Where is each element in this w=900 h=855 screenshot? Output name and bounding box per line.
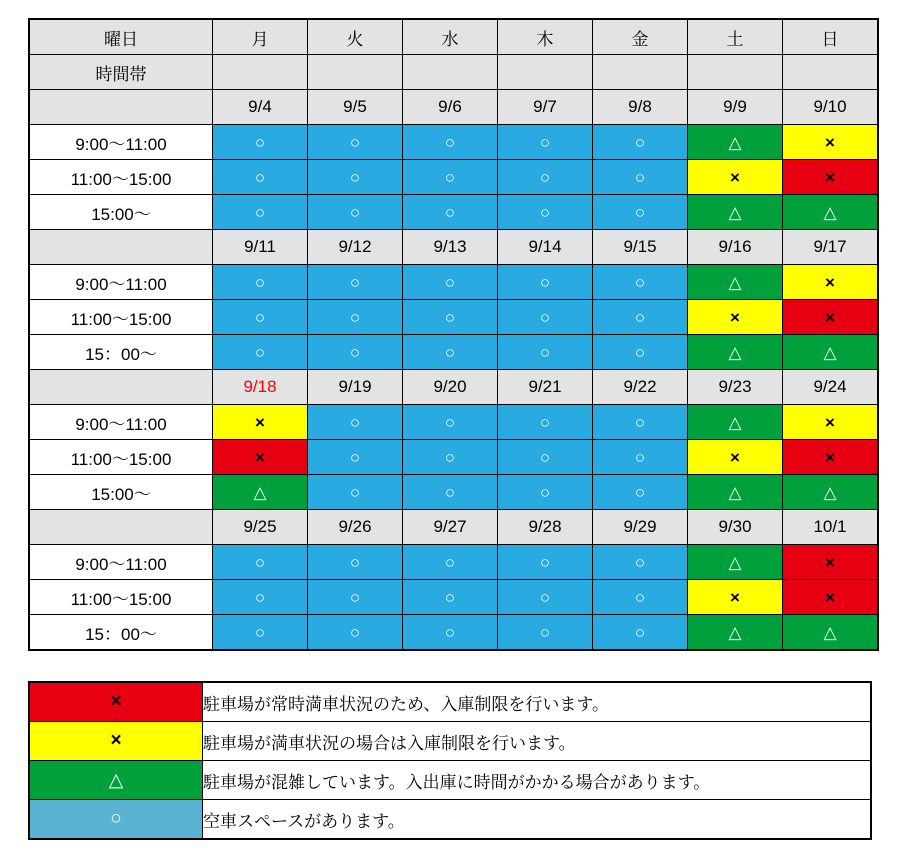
status-cell: ×: [783, 440, 879, 475]
status-cell: ○: [213, 265, 308, 300]
status-cell: ○: [403, 615, 498, 651]
legend-row: [29, 682, 871, 722]
table-row: [29, 160, 878, 195]
header-weekday-tue: 火: [308, 19, 403, 55]
timeslot-label: 9:00〜11:00: [29, 545, 213, 580]
date-cell: 9/10: [783, 90, 879, 125]
status-cell: ○: [498, 335, 593, 370]
status-cell: ×: [783, 300, 879, 335]
status-cell: ○: [213, 300, 308, 335]
date-cell: 9/28: [498, 510, 593, 545]
legend-mark-open: ○: [29, 800, 203, 840]
status-cell: ○: [403, 160, 498, 195]
header-spacer-3: [403, 55, 498, 90]
table-header-weekday-row: [29, 19, 878, 55]
status-cell: ○: [403, 545, 498, 580]
calendar-body: [29, 19, 878, 650]
table-row: [29, 125, 878, 160]
status-cell: △: [688, 475, 783, 510]
status-cell: △: [688, 265, 783, 300]
timeslot-label: 11:00〜15:00: [29, 160, 213, 195]
status-cell: ○: [498, 125, 593, 160]
date-cell: 9/5: [308, 90, 403, 125]
table-row: [29, 440, 878, 475]
status-cell: △: [783, 475, 879, 510]
header-timeslot-label: 時間帯: [29, 55, 213, 90]
status-cell: ×: [688, 440, 783, 475]
status-cell: △: [783, 195, 879, 230]
legend-table: [28, 681, 872, 840]
status-cell: ○: [498, 405, 593, 440]
header-spacer-5: [593, 55, 688, 90]
header-weekday-label: 曜日: [29, 19, 213, 55]
status-cell: ○: [308, 265, 403, 300]
week-date-row: [29, 90, 878, 125]
header-weekday-mon: 月: [213, 19, 308, 55]
date-cell: 10/1: [783, 510, 879, 545]
date-cell: 9/30: [688, 510, 783, 545]
status-cell: △: [688, 125, 783, 160]
legend-mark-busy: △: [29, 761, 203, 800]
status-cell: ○: [213, 195, 308, 230]
status-cell: ×: [213, 405, 308, 440]
status-cell: ○: [213, 125, 308, 160]
legend-text-open: 空車スペースがあります。: [203, 800, 872, 840]
date-cell: 9/29: [593, 510, 688, 545]
status-cell: △: [213, 475, 308, 510]
header-spacer-1: [213, 55, 308, 90]
date-cell: 9/11: [213, 230, 308, 265]
header-weekday-sun: 日: [783, 19, 879, 55]
table-header-timeslot-row: [29, 55, 878, 90]
timeslot-label: 15：00〜: [29, 335, 213, 370]
status-cell: ○: [593, 440, 688, 475]
status-cell: ○: [593, 160, 688, 195]
legend-row: [29, 800, 871, 840]
date-cell: 9/14: [498, 230, 593, 265]
status-cell: ○: [308, 440, 403, 475]
table-row: [29, 265, 878, 300]
date-cell: 9/22: [593, 370, 688, 405]
legend-mark-limited: ×: [29, 722, 203, 761]
status-cell: ○: [593, 335, 688, 370]
status-cell: ○: [308, 580, 403, 615]
timeslot-label: 11:00〜15:00: [29, 440, 213, 475]
status-cell: ×: [783, 265, 879, 300]
week3-date-row-spacer: [29, 370, 213, 405]
status-cell: ○: [593, 265, 688, 300]
date-cell: 9/7: [498, 90, 593, 125]
status-cell: ○: [213, 580, 308, 615]
legend-text-full: 駐車場が常時満車状況のため、入庫制限を行います。: [203, 682, 872, 722]
status-cell: ○: [403, 265, 498, 300]
header-spacer-2: [308, 55, 403, 90]
date-cell: 9/17: [783, 230, 879, 265]
status-cell: ○: [403, 475, 498, 510]
date-cell: 9/13: [403, 230, 498, 265]
date-cell: 9/6: [403, 90, 498, 125]
status-cell: ○: [308, 160, 403, 195]
legend-text-busy: 駐車場が混雑しています。入出庫に時間がかかる場合があります。: [203, 761, 872, 800]
date-cell: 9/19: [308, 370, 403, 405]
status-cell: ○: [498, 300, 593, 335]
date-cell-holiday: 9/18: [213, 370, 308, 405]
status-cell: ×: [688, 580, 783, 615]
legend-text-limited: 駐車場が満車状況の場合は入庫制限を行います。: [203, 722, 872, 761]
status-cell: ×: [783, 405, 879, 440]
parking-availability-table: [28, 18, 879, 651]
status-cell: ○: [498, 545, 593, 580]
status-cell: ○: [498, 265, 593, 300]
date-cell: 9/16: [688, 230, 783, 265]
status-cell: ×: [688, 160, 783, 195]
status-cell: ×: [688, 300, 783, 335]
status-cell: ○: [403, 405, 498, 440]
status-cell: ○: [308, 405, 403, 440]
table-row: [29, 545, 878, 580]
timeslot-label: 11:00〜15:00: [29, 580, 213, 615]
week-date-row: [29, 230, 878, 265]
timeslot-label: 9:00〜11:00: [29, 405, 213, 440]
status-cell: ○: [593, 195, 688, 230]
status-cell: ○: [213, 615, 308, 651]
header-weekday-fri: 金: [593, 19, 688, 55]
week4-date-row-spacer: [29, 510, 213, 545]
date-cell: 9/25: [213, 510, 308, 545]
status-cell: ○: [593, 125, 688, 160]
timeslot-label: 15:00〜: [29, 195, 213, 230]
status-cell: ×: [213, 440, 308, 475]
status-cell: ○: [498, 160, 593, 195]
table-row: [29, 405, 878, 440]
timeslot-label: 11:00〜15:00: [29, 300, 213, 335]
date-cell: 9/21: [498, 370, 593, 405]
status-cell: ○: [213, 545, 308, 580]
legend-body: [29, 682, 871, 839]
status-cell: ○: [593, 615, 688, 651]
legend-mark-full: ×: [29, 682, 203, 722]
status-cell: ○: [403, 335, 498, 370]
status-cell: ×: [783, 545, 879, 580]
date-cell: 9/12: [308, 230, 403, 265]
status-cell: △: [688, 405, 783, 440]
status-cell: ○: [308, 125, 403, 160]
header-weekday-wed: 水: [403, 19, 498, 55]
status-cell: ○: [498, 580, 593, 615]
table-row: [29, 475, 878, 510]
date-cell: 9/8: [593, 90, 688, 125]
status-cell: △: [783, 335, 879, 370]
status-cell: ×: [783, 160, 879, 195]
date-cell: 9/15: [593, 230, 688, 265]
status-cell: ○: [308, 475, 403, 510]
date-cell: 9/9: [688, 90, 783, 125]
status-cell: ○: [213, 335, 308, 370]
header-spacer-4: [498, 55, 593, 90]
status-cell: ×: [783, 580, 879, 615]
status-cell: △: [688, 545, 783, 580]
week2-date-row-spacer: [29, 230, 213, 265]
table-row: [29, 580, 878, 615]
timeslot-label: 15:00〜: [29, 475, 213, 510]
status-cell: △: [688, 615, 783, 651]
header-spacer-6: [688, 55, 783, 90]
status-cell: △: [688, 195, 783, 230]
legend-row: [29, 722, 871, 761]
status-cell: ○: [498, 440, 593, 475]
status-cell: ○: [593, 545, 688, 580]
header-spacer-7: [783, 55, 879, 90]
status-cell: ○: [308, 335, 403, 370]
status-cell: ○: [403, 580, 498, 615]
status-cell: ×: [783, 125, 879, 160]
status-cell: ○: [308, 195, 403, 230]
header-weekday-sat: 土: [688, 19, 783, 55]
status-cell: △: [783, 615, 879, 651]
date-cell: 9/20: [403, 370, 498, 405]
week-date-row: [29, 370, 878, 405]
status-cell: ○: [593, 300, 688, 335]
status-cell: ○: [213, 160, 308, 195]
date-cell: 9/23: [688, 370, 783, 405]
status-cell: ○: [403, 440, 498, 475]
timeslot-label: 15：00〜: [29, 615, 213, 651]
date-cell: 9/26: [308, 510, 403, 545]
status-cell: ○: [498, 615, 593, 651]
table-row: [29, 615, 878, 651]
date-cell: 9/4: [213, 90, 308, 125]
timeslot-label: 9:00〜11:00: [29, 265, 213, 300]
status-cell: ○: [308, 615, 403, 651]
status-cell: ○: [593, 405, 688, 440]
status-cell: ○: [403, 300, 498, 335]
status-cell: ○: [308, 300, 403, 335]
date-cell: 9/27: [403, 510, 498, 545]
status-cell: ○: [593, 475, 688, 510]
timeslot-label: 9:00〜11:00: [29, 125, 213, 160]
header-weekday-thu: 木: [498, 19, 593, 55]
status-cell: ○: [403, 125, 498, 160]
status-cell: ○: [593, 580, 688, 615]
week-date-row: [29, 510, 878, 545]
week1-date-row-spacer: [29, 90, 213, 125]
status-cell: ○: [498, 475, 593, 510]
table-row: [29, 300, 878, 335]
table-row: [29, 335, 878, 370]
status-cell: △: [688, 335, 783, 370]
table-row: [29, 195, 878, 230]
status-cell: ○: [308, 545, 403, 580]
legend-row: [29, 761, 871, 800]
status-cell: ○: [403, 195, 498, 230]
status-cell: ○: [498, 195, 593, 230]
date-cell: 9/24: [783, 370, 879, 405]
